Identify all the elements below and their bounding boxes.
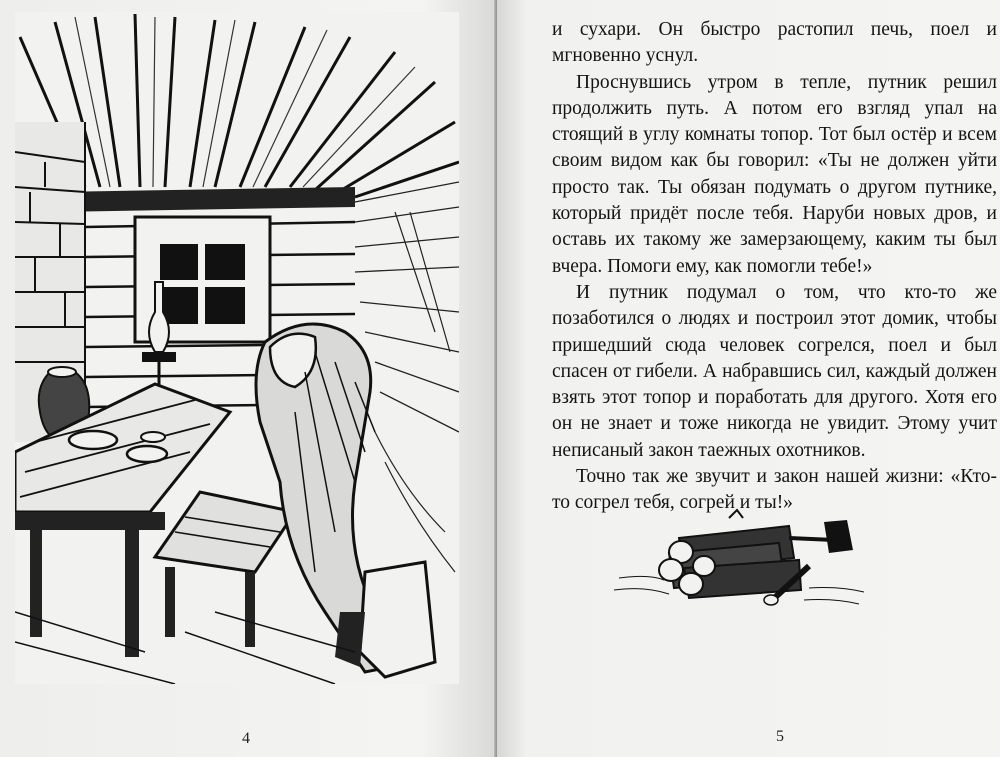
story-text xyxy=(552,17,997,517)
log-cabin-illustration xyxy=(15,12,459,684)
paragraph-2: Проснувшись утром в тепле, путник решил продолжить путь. А потом его взгляд упал на стоящий в углу комнаты топор. Тот был остёр и всем своим видом как бы говорил: «Ты не должен уйти просто так. Ты обязан подумать о другом путнике, который придёт после тебя. Наруби новых дров, и оставь их такому же замерзающему, каким ты был вчера. Помоги ему, как помогли тебе!» xyxy=(552,71,997,277)
paragraph-1: и сухари. Он быстро растопил печь, поел и мгновенно уснул. xyxy=(552,19,997,67)
page-number-left: 4 xyxy=(242,730,250,747)
woodpile-axe-illustration xyxy=(609,508,869,608)
paragraph-3: И путник подумал о том, что кто-то же позаботился о людях и построил этот домик, чтобы пришедший сюда человек согрелся, поел и был спасен от гибели. А набравшись сил, каждый должен взять этот топор и поработать для другого. Хотя его он не знает и тоже никогда не увидит. Этому учит неписаный закон таежных охотников. xyxy=(552,281,997,461)
right-page xyxy=(497,0,1000,757)
left-page xyxy=(0,0,496,757)
page-number-right: 5 xyxy=(776,728,784,745)
paragraph-4: Точно так же звучит и закон нашей жизни: «Кто-то согрел тебя, согрей и ты!» xyxy=(552,466,997,514)
